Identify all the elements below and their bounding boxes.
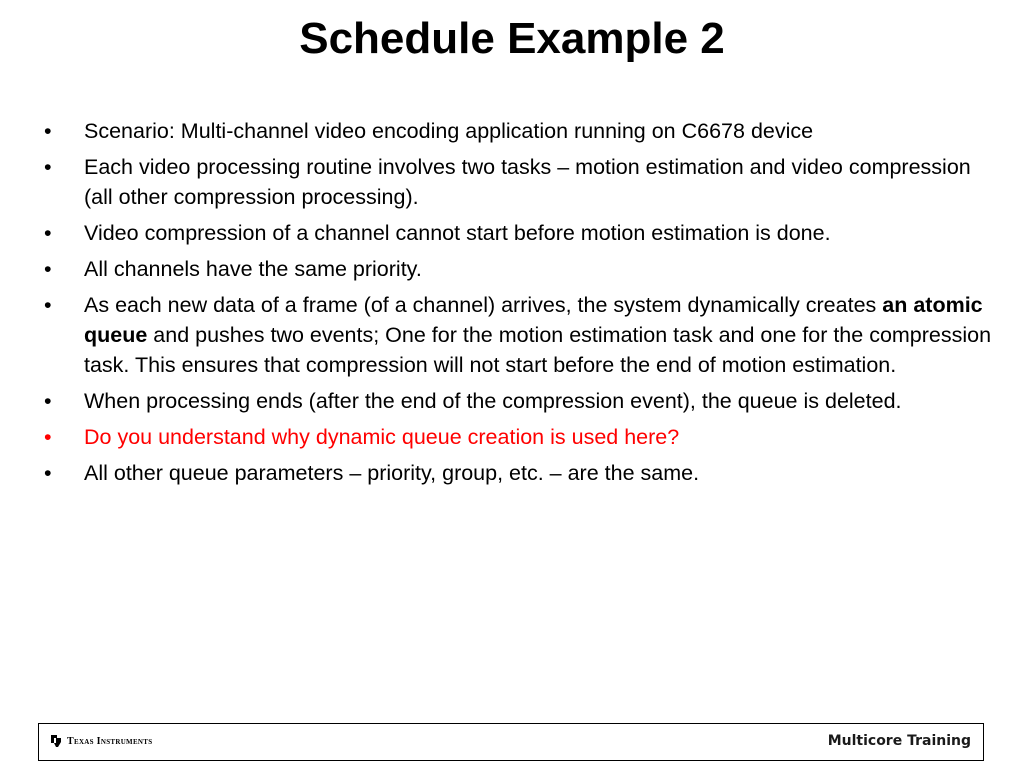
- atomic-queue-emphasis: an atomic queue: [84, 293, 983, 347]
- bullet-item: [44, 254, 1004, 284]
- bullet-item: [44, 290, 1004, 380]
- bullet-item: [44, 458, 1004, 488]
- bullet-item-question: [44, 422, 1004, 452]
- bullet-item: [44, 116, 1004, 146]
- bullet-item: [44, 152, 1004, 212]
- bullet-marker: •: [44, 461, 52, 485]
- bullet-marker: •: [44, 389, 52, 413]
- slide-footer: [38, 723, 984, 761]
- bullet-text-post: and pushes two events; One for the motion estimation task and one for the compression task. This ensures that compression will not start before the end of motion estimation.: [84, 323, 992, 377]
- bullet-text: Each video processing routine involves two tasks – motion estimation and video compression (all other compression processing).: [84, 155, 971, 209]
- bullet-text-pre: As each new data of a frame (of a channel) arrives, the system dynamically creates: [84, 293, 883, 317]
- bullet-list: [44, 116, 1004, 494]
- bullet-marker: •: [44, 119, 52, 143]
- bullet-marker: •: [44, 293, 52, 317]
- slide-title: Schedule Example 2: [299, 14, 725, 63]
- footer-course-label: Multicore Training: [827, 733, 971, 749]
- bullet-text: [84, 293, 991, 377]
- ti-logo-text: Texas Instruments: [67, 735, 153, 747]
- bullet-text: All other queue parameters – priority, group, etc. – are the same.: [84, 461, 700, 485]
- bullet-marker: •: [44, 221, 52, 245]
- texas-instruments-logo: [49, 734, 152, 748]
- bullet-item: [44, 386, 1004, 416]
- bullet-marker: •: [44, 155, 52, 179]
- ti-state-logo-icon: [49, 734, 63, 748]
- bullet-marker: •: [44, 257, 52, 281]
- bullet-text: All channels have the same priority.: [84, 257, 422, 281]
- bullet-text: Video compression of a channel cannot start before motion estimation is done.: [84, 221, 831, 245]
- bullet-item: [44, 218, 1004, 248]
- bullet-text: Do you understand why dynamic queue creation is used here?: [84, 425, 680, 449]
- bullet-text: When processing ends (after the end of the compression event), the queue is deleted.: [84, 389, 902, 413]
- bullet-text: Scenario: Multi-channel video encoding application running on C6678 device: [84, 119, 814, 143]
- bullet-marker: •: [44, 425, 52, 449]
